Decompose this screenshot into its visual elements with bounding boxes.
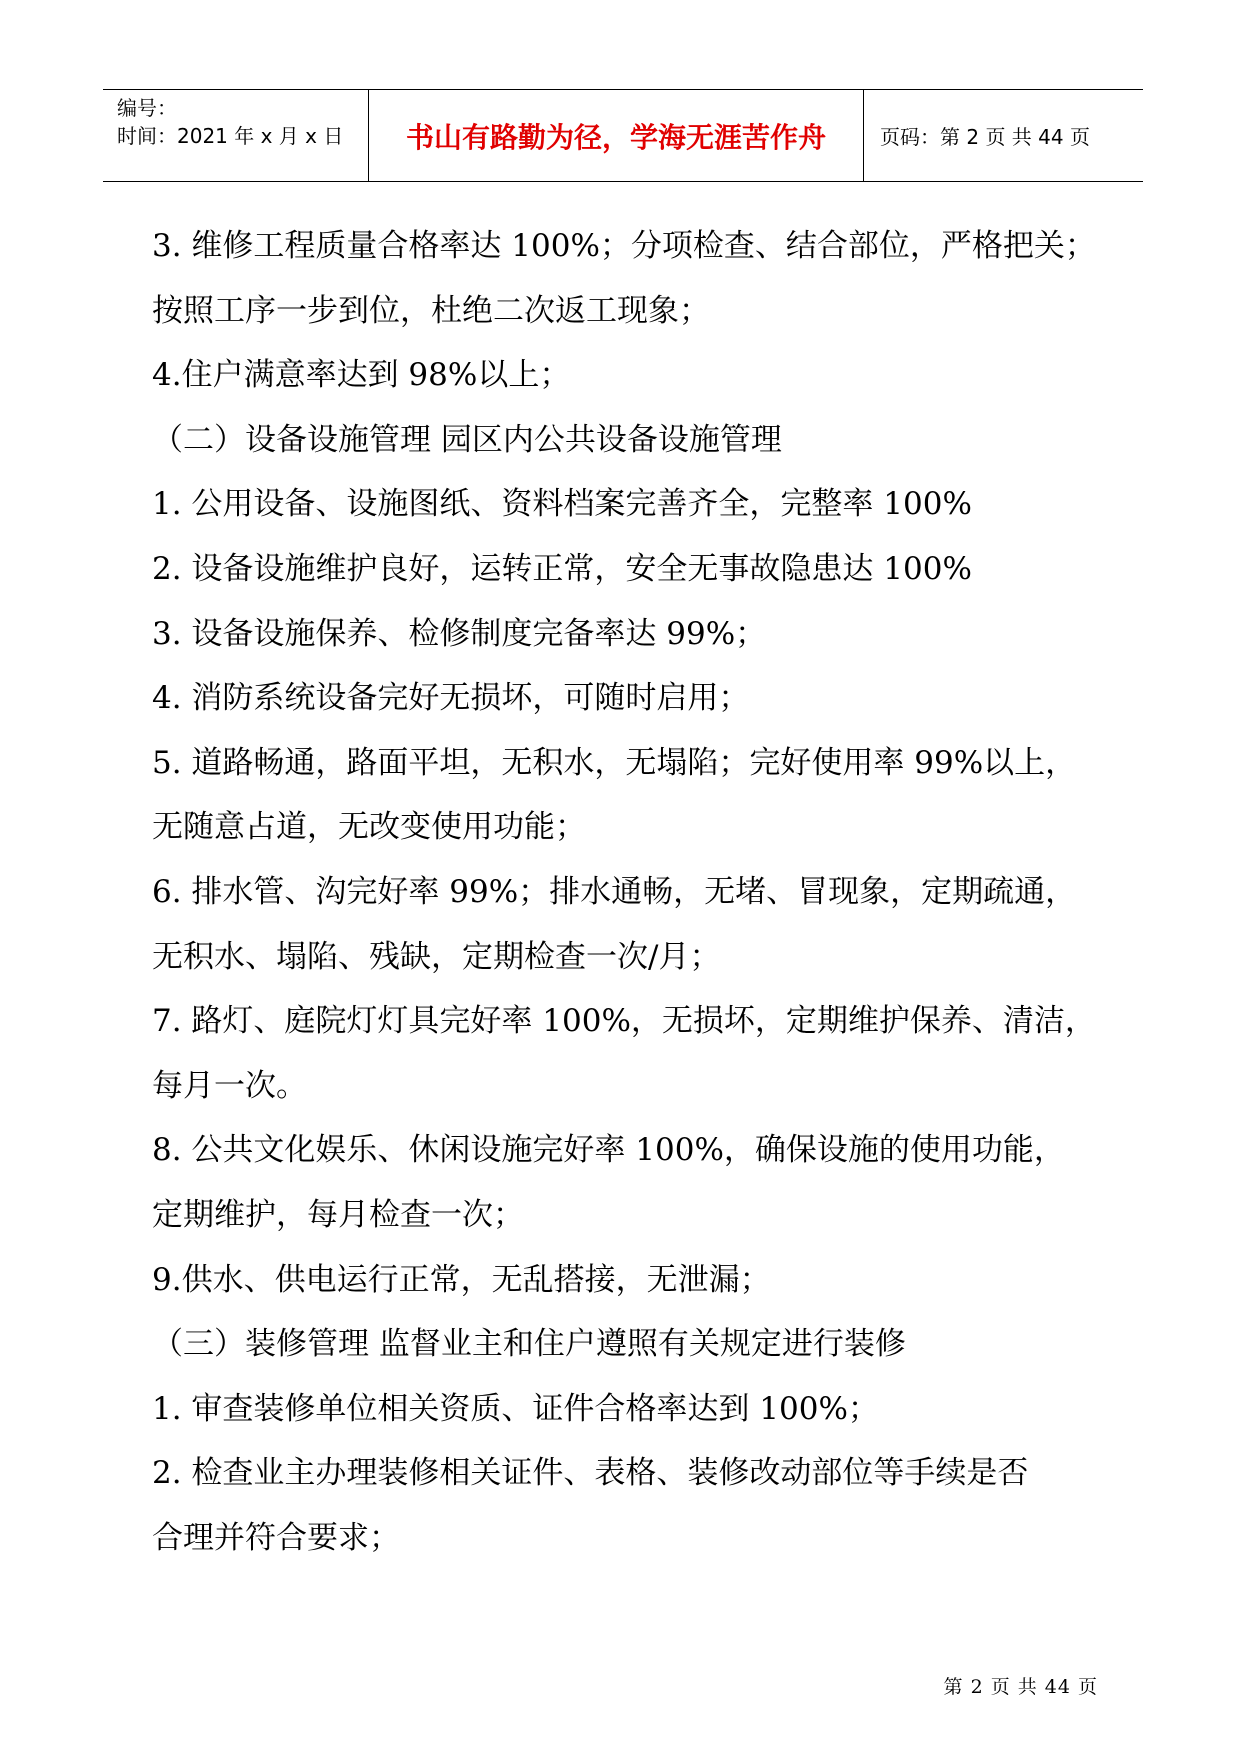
page-header: [103, 89, 1143, 182]
body-line: 5. 道路畅通，路面平坦，无积水，无塌陷；完好使用率 99%以上，: [152, 744, 1077, 781]
body-line: 定期维护，每月检查一次；: [152, 1196, 524, 1233]
body-line: 无积水、塌陷、残缺，定期检查一次/月；: [152, 938, 721, 975]
header-meta: [103, 90, 369, 181]
body-line: 3. 维修工程质量合格率达 100%；分项检查、结合部位，严格把关；: [152, 228, 1096, 264]
body-line: 4.住户满意率达到 98%以上；: [152, 357, 571, 394]
body-line: 1. 审查装修单位相关资质、证件合格率达到 100%；: [152, 1390, 879, 1427]
body-line: 4. 消防系统设备完好无损坏，可随时启用；: [152, 680, 750, 717]
body-line: 每月一次。: [152, 1067, 307, 1104]
body-line: 无随意占道，无改变使用功能；: [152, 809, 586, 846]
body-line: 1. 公用设备、设施图纸、资料档案完善齐全，完整率 100%: [152, 486, 972, 523]
section-heading: （二）设备设施管理 园区内公共设备设施管理: [152, 421, 782, 458]
body-line: 3. 设备设施保养、检修制度完备率达 99%；: [152, 615, 767, 652]
document-number-label: 编号：: [117, 96, 177, 120]
body-line: 2. 设备设施维护良好，运转正常，安全无事故隐患达 100%: [152, 550, 972, 587]
body-line: 2. 检查业主办理装修相关证件、表格、装修改动部位等手续是否: [152, 1455, 1029, 1492]
body-line: 8. 公共文化娱乐、休闲设施完好率 100%，确保设施的使用功能，: [152, 1132, 1065, 1169]
section-heading: （三）装修管理 监督业主和住户遵照有关规定进行装修: [152, 1326, 906, 1363]
header-motto: 书山有路勤为径，学海无涯苦作舟: [369, 90, 864, 181]
body-line: 按照工序一步到位，杜绝二次返工现象；: [152, 292, 710, 329]
body-line: 6. 排水管、沟完好率 99%；排水通畅，无堵、冒现象，定期疏通，: [152, 873, 1077, 910]
page-footer: 第 2 页 共 44 页: [943, 1676, 1098, 1698]
document-time-label: 时间：2021 年 x 月 x 日: [117, 124, 344, 148]
document-body: [152, 214, 1152, 1570]
body-line: 7. 路灯、庭院灯灯具完好率 100%，无损坏，定期维护保养、清洁，: [152, 1003, 1096, 1040]
body-line: 9.供水、供电运行正常，无乱搭接，无泄漏；: [152, 1261, 771, 1298]
header-page-info: 页码：第 2 页 共 44 页: [880, 125, 1090, 149]
body-line: 合理并符合要求；: [152, 1519, 400, 1556]
